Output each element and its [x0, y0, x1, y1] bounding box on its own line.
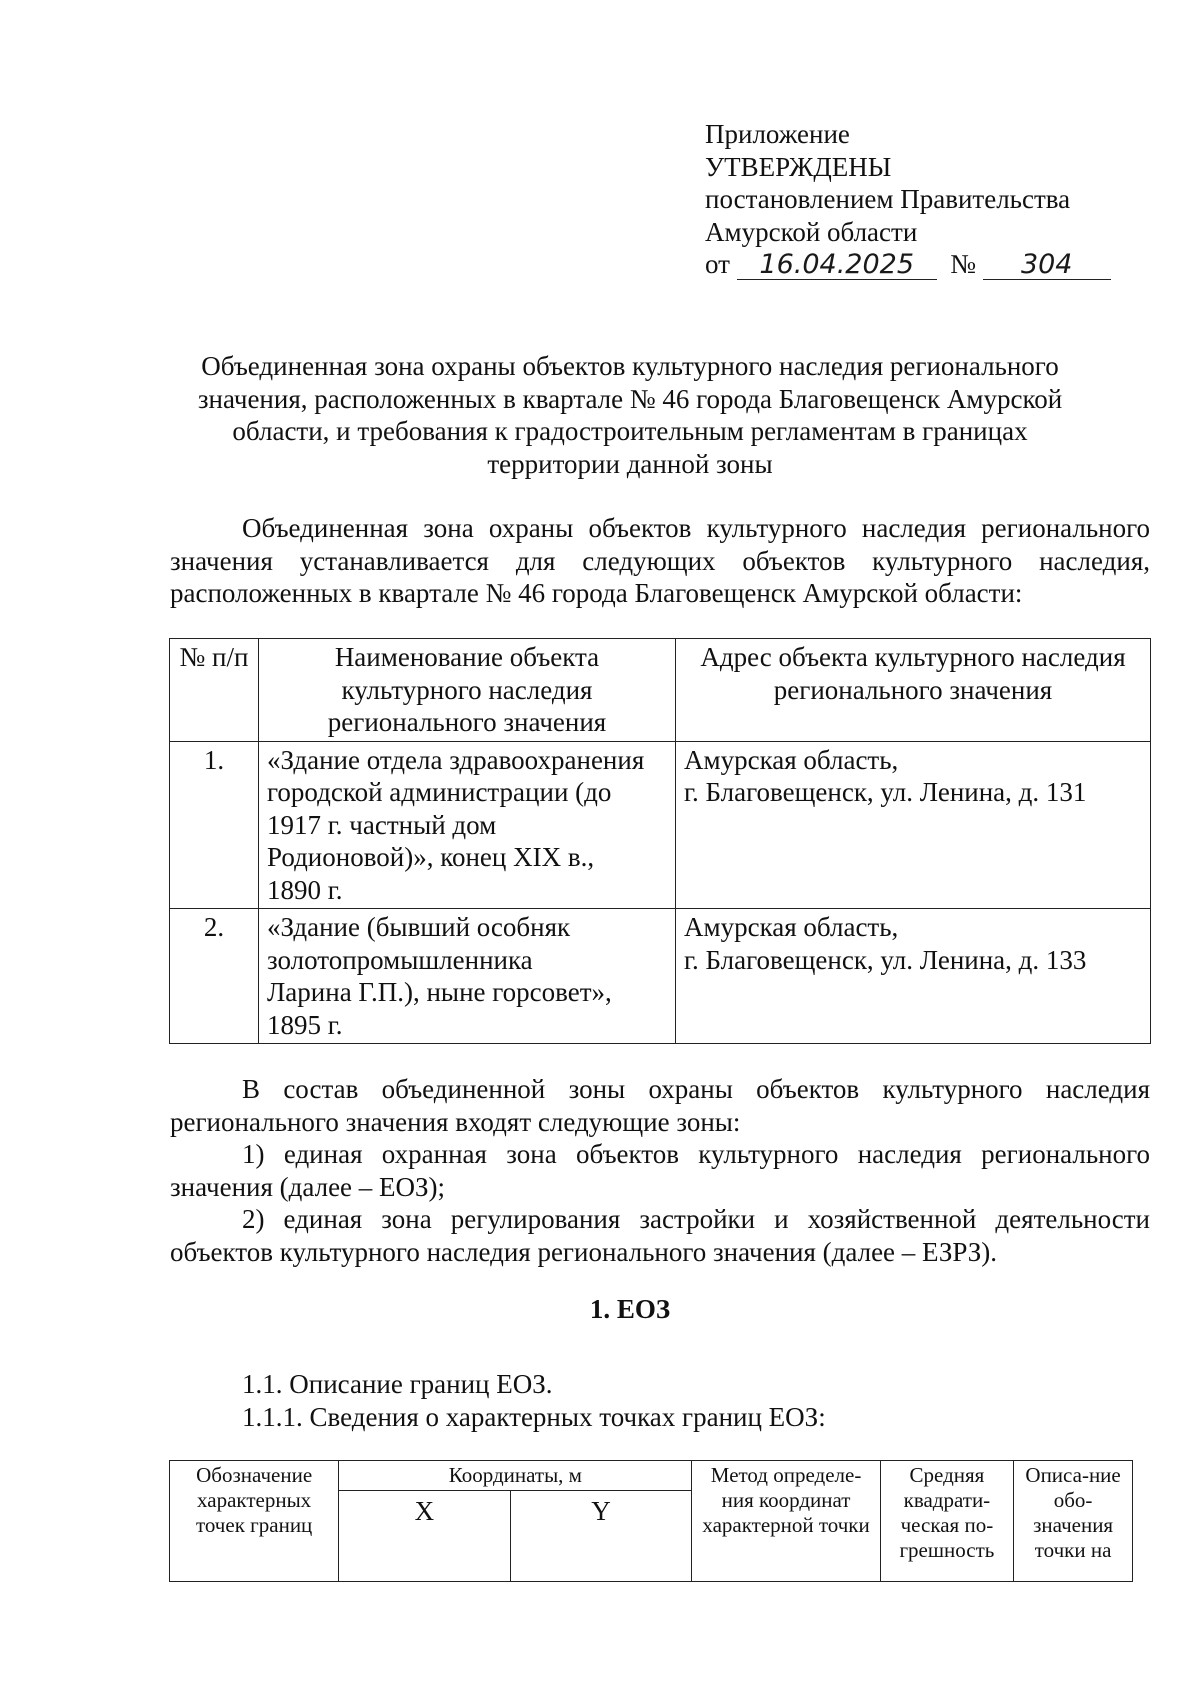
header-description: Описа-ние обо-значения точки на [1014, 1461, 1133, 1582]
header-y: Y [510, 1491, 692, 1582]
section-heading: 1. ЕОЗ [589, 1294, 671, 1324]
intro-paragraph [170, 512, 1150, 610]
approval-appendix: Приложение [705, 119, 850, 149]
title-line: Объединенная зона охраны объектов культурного наследия регионального [201, 351, 1059, 381]
header-x: X [339, 1491, 510, 1582]
handwritten-number: 304 [983, 251, 1111, 280]
approval-region: Амурской области [705, 216, 918, 247]
row-name-line: городской администрации (до [267, 777, 612, 807]
subsection-1-1-1: 1.1.1. Сведения о характерных точках границ ЕОЗ: [242, 1402, 826, 1432]
subsection-1-1: 1.1. Описание границ ЕОЗ. [242, 1369, 553, 1399]
header-address: Адрес объекта культурного наследия регионального значения [676, 639, 1151, 742]
approval-date-line [705, 248, 1111, 281]
row-num: 2. [170, 909, 259, 1044]
row-name-line: Родионовой)», конец XIX в., [267, 842, 595, 872]
table-row [170, 741, 1151, 909]
row-address-line: Амурская область, [684, 744, 899, 775]
header-error: Средняя квадрати-ческая по-грешность [880, 1461, 1014, 1582]
row-address-line: г. Благовещенск, ул. Ленина, д. 133 [684, 944, 1087, 975]
composition-item-1: 1) единая охранная зона объектов культурного наследия регионального значения (далее – ЕОЗ); [170, 1139, 1150, 1202]
row-name-line: 1895 г. [267, 1009, 343, 1040]
points-header-row [170, 1461, 1133, 1491]
composition-item-2: 2) единая зона регулирования застройки и хозяйственной деятельности объектов культурного наследия регионального значения (далее – ЕЗРЗ). [170, 1204, 1150, 1267]
composition-block [170, 1073, 1150, 1268]
handwritten-date: 16.04.2025 [737, 251, 937, 280]
header-name: Наименование объекта культурного наследия регионального значения [259, 639, 676, 742]
date-prefix: от [705, 249, 730, 279]
row-name [259, 909, 676, 1044]
row-name-line: золотопромышленника [267, 944, 533, 975]
row-address [676, 741, 1151, 909]
number-prefix: № [950, 249, 976, 279]
composition-paragraph: В состав объединенной зоны охраны объектов культурного наследия регионального значения входят следующие зоны: [170, 1074, 1150, 1137]
row-name-line: 1890 г. [267, 874, 343, 905]
intro-text: Объединенная зона охраны объектов культурного наследия регионального значения устанавливается для следующих объектов культурного наследия, расположенных в квартале № 46 города Благовещенск Амурской области: [170, 513, 1150, 608]
document-title [150, 350, 1110, 480]
objects-table [169, 638, 1151, 1044]
points-table [169, 1460, 1133, 1582]
approval-block [705, 118, 1111, 281]
title-line: территории данной зоны [487, 448, 773, 479]
row-address-line: Амурская область, [684, 912, 899, 942]
row-name [259, 741, 676, 909]
row-num: 1. [170, 741, 259, 909]
row-address [676, 909, 1151, 1044]
row-name-line: «Здание (бывший особняк [267, 912, 571, 942]
approval-decree: постановлением Правительства [705, 184, 1071, 214]
header-coordinates: Координаты, м [339, 1461, 692, 1491]
row-name-line: «Здание отдела здравоохранения [267, 744, 645, 775]
header-num: № п/п [170, 639, 259, 742]
header-method: Метод определе-ния координат характерной точки [692, 1461, 880, 1582]
table-row [170, 909, 1151, 1044]
header-designation: Обозначение характерных точек границ [170, 1461, 339, 1582]
approval-approved: УТВЕРЖДЕНЫ [705, 151, 892, 182]
row-address-line: г. Благовещенск, ул. Ленина, д. 131 [684, 777, 1087, 807]
row-name-line: Ларина Г.П.), ныне горсовет», [267, 977, 612, 1007]
title-line: области, и требования к градостроительным регламентам в границах [232, 416, 1028, 446]
title-line: значения, расположенных в квартале № 46 города Благовещенск Амурской [197, 383, 1063, 414]
row-name-line: 1917 г. частный дом [267, 809, 497, 840]
table-header-row [170, 639, 1151, 742]
